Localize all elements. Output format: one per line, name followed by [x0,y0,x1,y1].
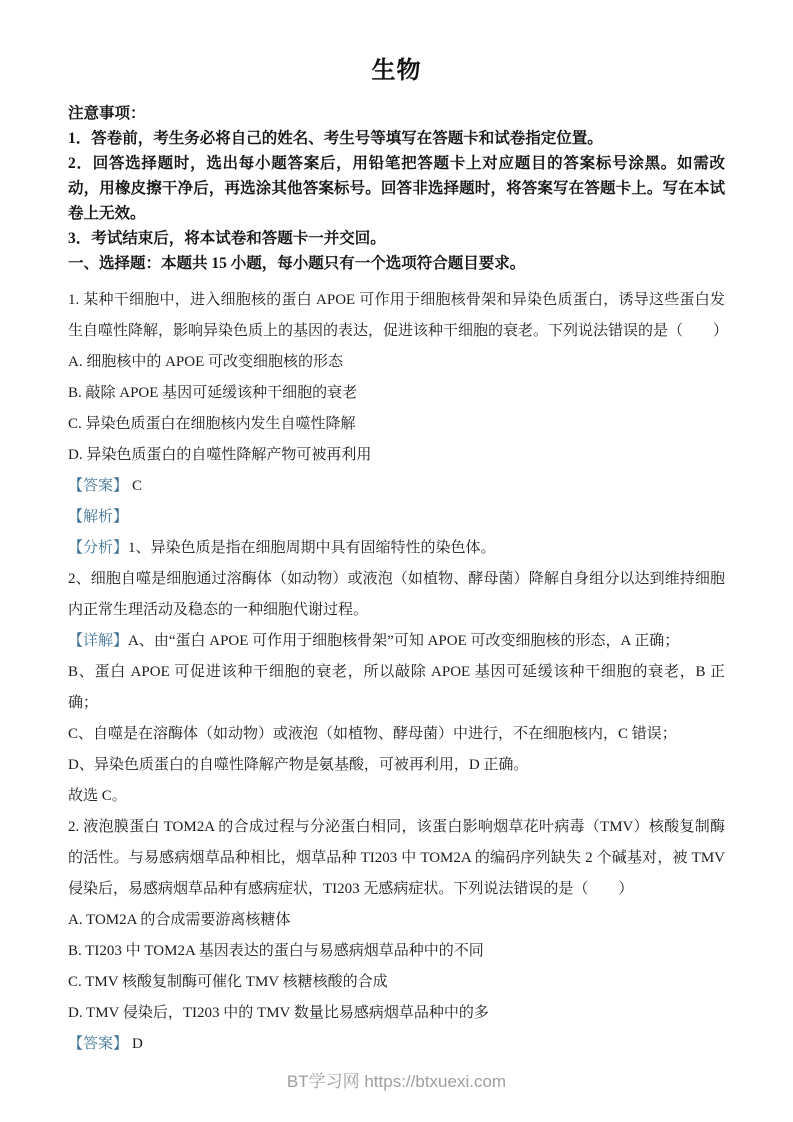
detail-text: C、自噬是在溶酶体（如动物）或液泡（如植物、酵母菌）中进行，不在细胞核内，C 错误； [68,726,677,742]
notice-item-2: 2．回答选择题时，选出每小题答案后，用铅笔把答题卡上对应题目的答案标号涂黑。如需改动，用橡皮擦干净后，再选涂其他答案标号。回答非选择题时，将答案写在答题卡上。写在本试卷上无效。 [68,155,725,222]
notice-section [68,101,725,276]
question-2-answer-line [68,1029,725,1060]
notice-item-3: 3．考试结束后，将本试卷和答题卡一并交回。 [68,230,386,247]
detail-text: D、异染色质蛋白的自噬性降解产物是氨基酸，可被再利用，D 正确。 [68,757,529,773]
notice-item-1: 1．答卷前，考生务必将自己的姓名、考生号等填写在答题卡和试卷指定位置。 [68,130,603,147]
question-2-option-a: A. TOM2A 的合成需要游离核糖体 [68,912,291,928]
detail-text: A、由“蛋白 APOE 可作用于细胞核骨架”可知 APOE 可改变细胞核的形态，A 正确； [128,633,680,649]
question-1-answer-line [68,471,725,502]
question-1-option-b: B. 敲除 APOE 基因可延缓该种干细胞的衰老 [68,385,358,401]
conclusion-text: 故选 C。 [68,788,127,804]
question-2-option-c: C. TMV 核酸复制酶可催化 TMV 核糖核酸的合成 [68,974,388,990]
answer-value: C [132,478,143,494]
question-1-conclusion [68,781,725,812]
question-2-stem: 2. 液泡膜蛋白 TOM2A 的合成过程与分泌蛋白相同，该蛋白影响烟草花叶病毒（TMV）核酸复制酶的活性。与易感病烟草品种相比，烟草品种 TI203 中 TOM2A 的编码序列缺失 2 个碱基对，被 TMV 侵染后，易感病烟草品种有感病症状，TI203 无感病症状。下列说法错误的是（ ） [68,819,725,897]
question-1-analysis-line-1 [68,533,725,564]
exam-title: 生物 [371,58,422,84]
detail-text: B、蛋白 APOE 可促进该种干细胞的衰老，所以敲除 APOE 基因可延缓该种干细胞的衰老，B 正确； [68,664,725,711]
footer-watermark: BT学习网 https://btxuexi.com [286,1072,507,1091]
question-1-stem: 1. 某种干细胞中，进入细胞核的蛋白 APOE 可作用于细胞核骨架和异染色质蛋白，诱导这些蛋白发生自噬性降解，影响异染色质上的基因的表达，促进该种干细胞的衰老。下列说法错误的是（ ） [68,292,729,339]
question-2-option-b: B. TI203 中 TOM2A 基因表达的蛋白与易感病烟草品种中的不同 [68,943,484,959]
question-1-detail-line-a [68,626,725,657]
question-1-analysis-line-2 [68,564,725,626]
question-1-option-a: A. 细胞核中的 APOE 可改变细胞核的形态 [68,354,344,370]
answer-label: 【答案】 [68,1036,129,1052]
notice-heading: 注意事项： [68,105,146,122]
detail-label: 【详解】 [68,633,129,649]
section-heading: 一、选择题：本题共 15 小题，每小题只有一个选项符合题目要求。 [68,255,526,272]
analysis-text: 1、异染色质是指在细胞周期中具有固缩特性的染色体。 [128,540,496,556]
answer-label: 【答案】 [68,478,129,494]
question-1-option-d: D. 异染色质蛋白的自噬性降解产物可被再利用 [68,447,372,463]
analysis-text: 2、细胞自噬是细胞通过溶酶体（如动物）或液泡（如植物、酵母菌）降解自身组分以达到维持细胞内正常生理活动及稳态的一种细胞代谢过程。 [68,571,725,618]
explanation-label: 【解析】 [68,509,129,525]
question-1-option-c: C. 异染色质蛋白在细胞核内发生自噬性降解 [68,416,356,432]
analysis-label: 【分析】 [68,540,129,556]
question-1-detail-line-b [68,657,725,719]
answer-value: D [132,1036,143,1052]
question-1-detail-line-c [68,719,725,750]
question-1-explanation-heading [68,502,725,533]
question-1-detail-line-d [68,750,725,781]
question-2-option-d: D. TMV 侵染后，TI203 中的 TMV 数量比易感病烟草品种中的多 [68,1005,489,1021]
questions-section [68,285,729,1060]
